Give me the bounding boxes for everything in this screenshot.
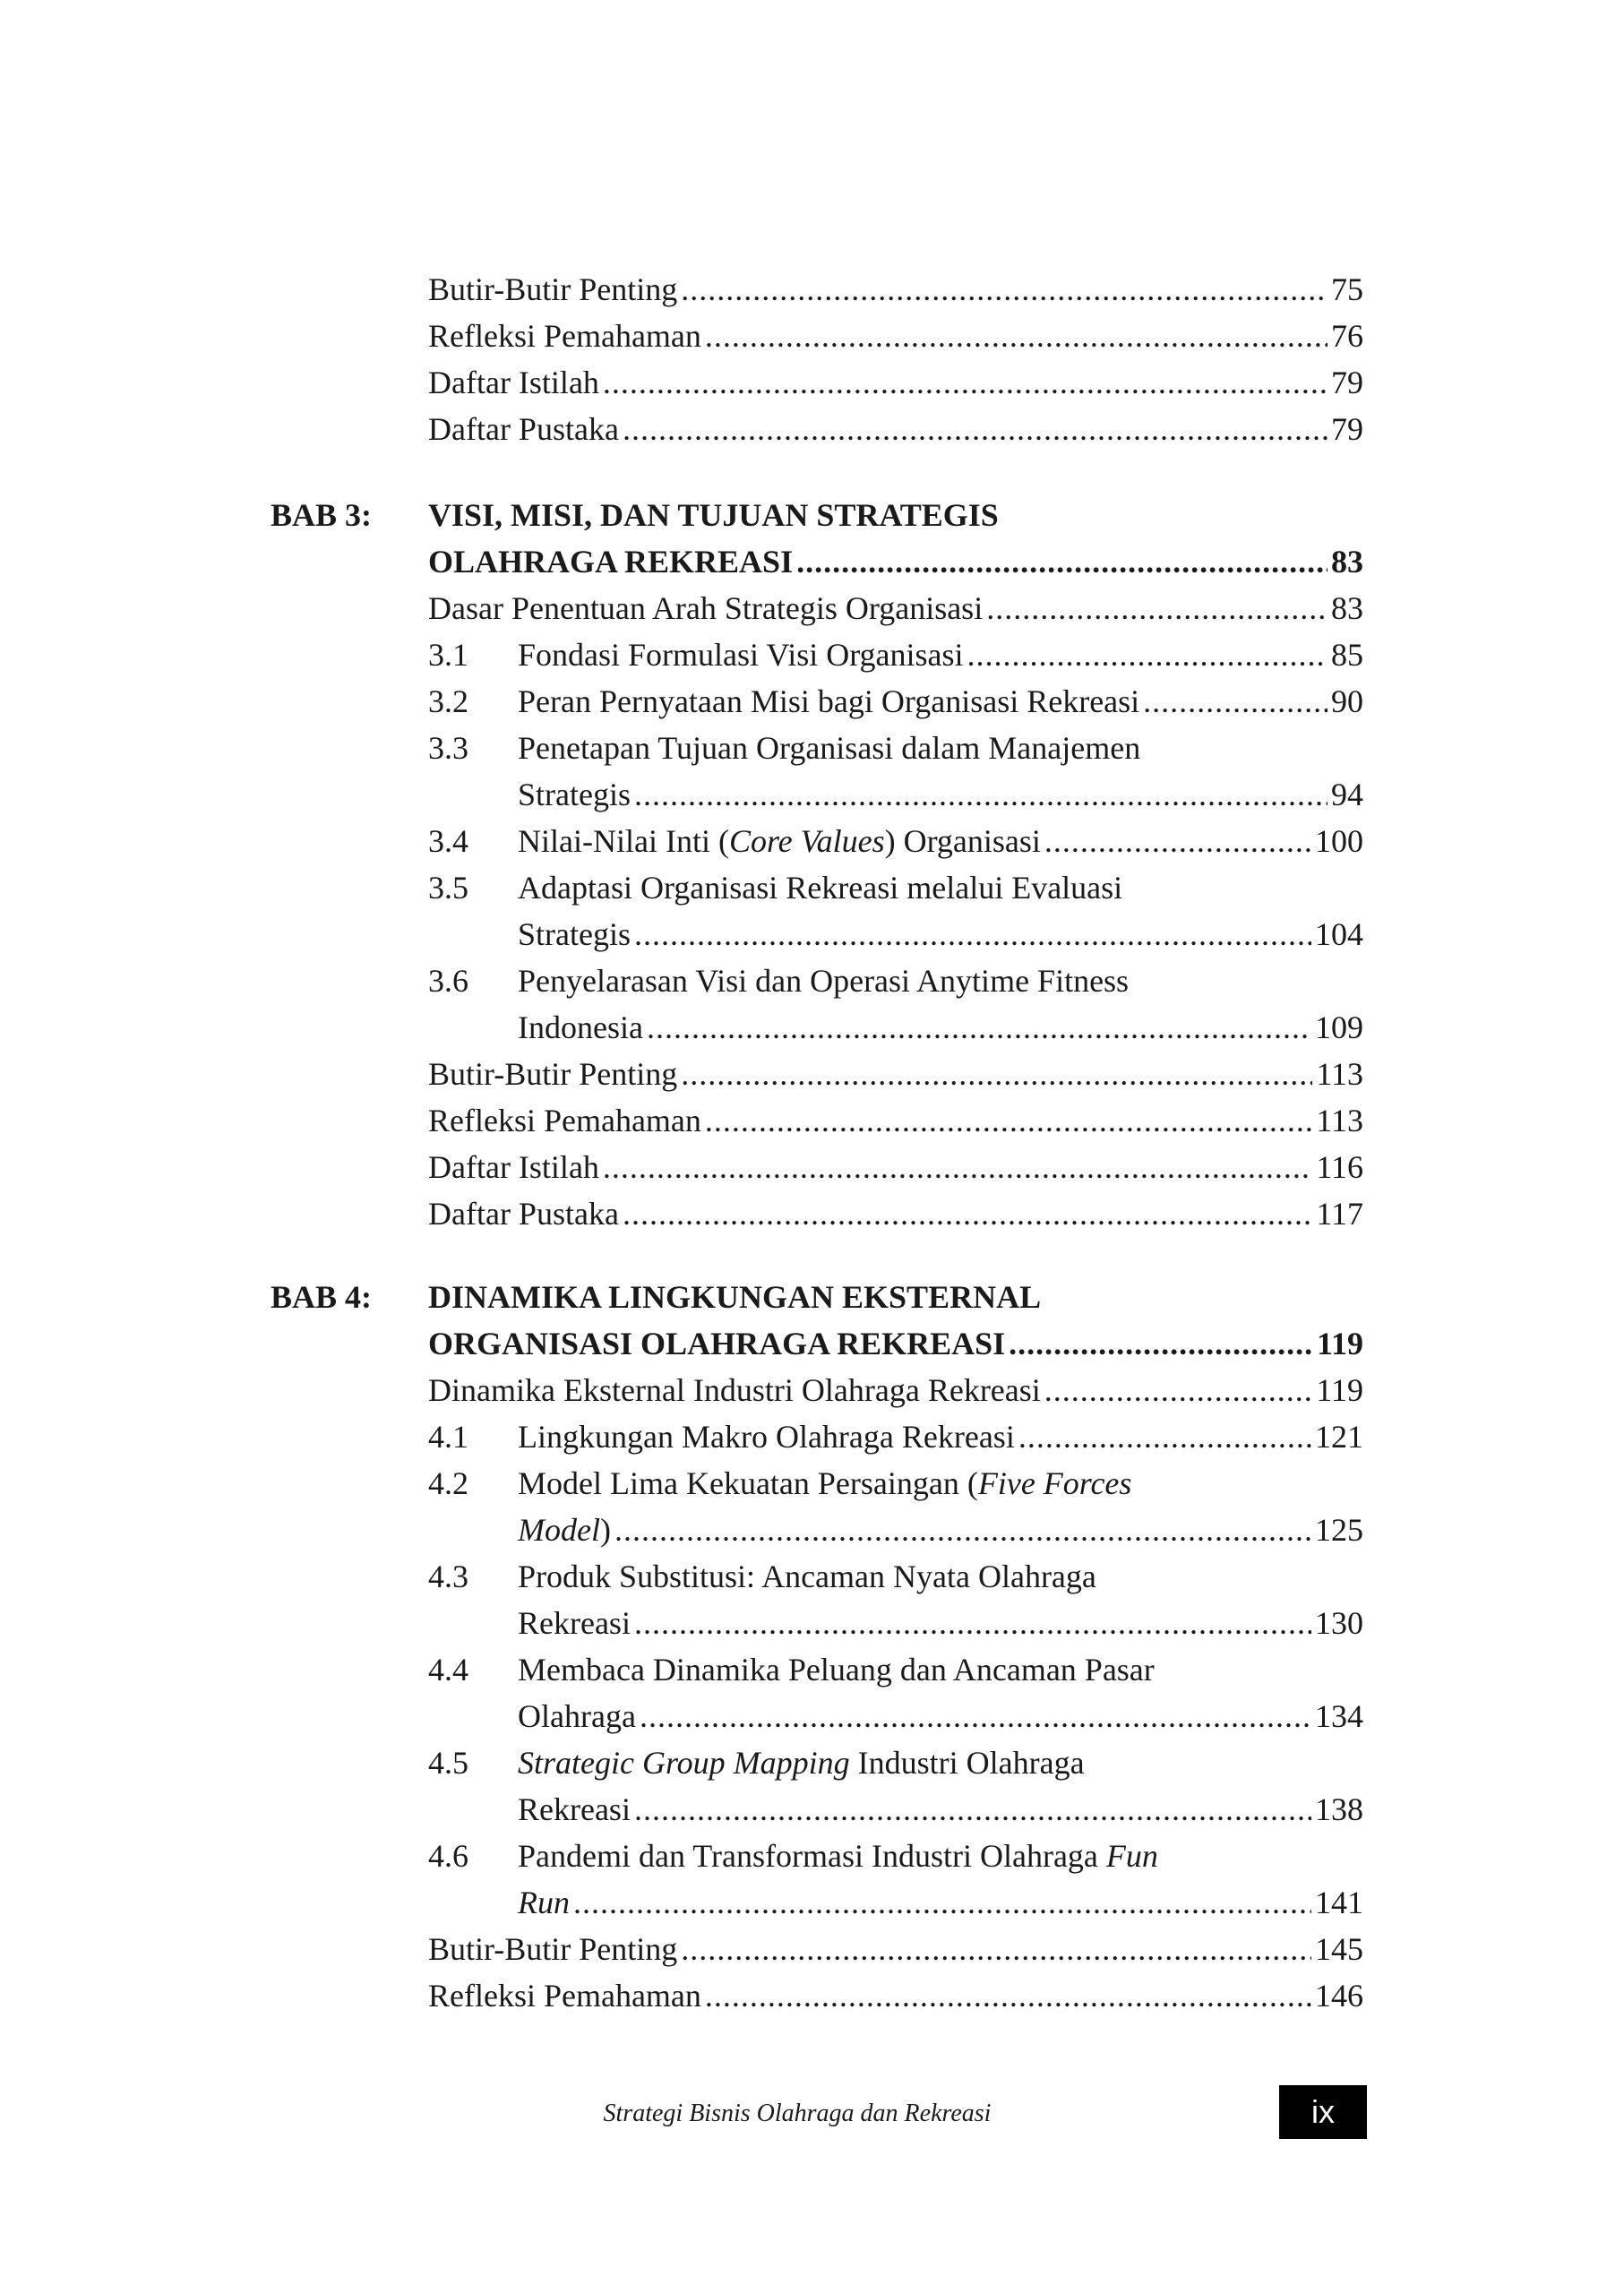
- toc-entry-page: 113: [1316, 1103, 1363, 1138]
- leader-dots: [796, 538, 1328, 585]
- section-title-part: ) Organisasi: [884, 823, 1041, 859]
- section-page: 109: [1315, 1009, 1363, 1045]
- toc-entry-page: 145: [1315, 1931, 1363, 1967]
- section-title-line1: Penetapan Tujuan Organisasi dalam Manajemen: [518, 730, 1141, 766]
- section-title-line2: Olahraga: [518, 1698, 636, 1734]
- chapter-label: BAB 3:: [271, 497, 373, 533]
- section-title-line2: [518, 1879, 570, 1926]
- section-number: 4.6: [428, 1838, 468, 1874]
- toc-entry-daftar-pustaka[interactable]: [0, 406, 1624, 452]
- chapter-label: BAB 4:: [271, 1279, 373, 1315]
- toc-section-3-3-line2[interactable]: [0, 771, 1624, 818]
- toc-section-4-4-line2[interactable]: [0, 1693, 1624, 1739]
- leader-dots: [647, 1004, 1311, 1051]
- leader-dots: [1044, 1367, 1313, 1413]
- leader-dots: [603, 1144, 1312, 1190]
- chapter-page: 119: [1316, 1326, 1363, 1361]
- toc-entry-page: 117: [1316, 1196, 1363, 1232]
- toc-entry-page: 119: [1316, 1372, 1363, 1408]
- section-number: 3.3: [428, 730, 468, 766]
- section-title-part: Nilai-Nilai Inti (: [518, 823, 729, 859]
- toc-entry-title: Butir-Butir Penting: [428, 1056, 678, 1092]
- leader-dots: [681, 1051, 1312, 1097]
- toc-entry-intro[interactable]: [0, 585, 1624, 631]
- toc-section-4-4[interactable]: [0, 1646, 1624, 1693]
- section-number: 3.1: [428, 637, 468, 673]
- leader-dots: [640, 1693, 1311, 1739]
- chapter-title-line2: OLAHRAGA REKREASI: [428, 544, 794, 580]
- toc-entry-page: 116: [1316, 1149, 1363, 1185]
- leader-dots: [1018, 1413, 1311, 1460]
- section-title-italic: Model: [518, 1512, 600, 1548]
- section-title-italic: Five Forces: [977, 1465, 1132, 1501]
- page-number-badge: ix: [1279, 2085, 1367, 2139]
- chapter-heading-bab3[interactable]: [0, 492, 1624, 538]
- toc-entry-refleksi-pemahaman[interactable]: [0, 313, 1624, 359]
- leader-dots: [1143, 678, 1328, 725]
- toc-entry-page: 79: [1331, 411, 1363, 447]
- section-title: [518, 818, 1041, 864]
- toc-section-3-5-line2[interactable]: [0, 911, 1624, 958]
- toc-entry-butir-butir-penting[interactable]: [0, 1926, 1624, 1972]
- toc-section-4-5-line2[interactable]: [0, 1786, 1624, 1833]
- section-number: 4.5: [428, 1745, 468, 1781]
- section-title-line1: [518, 1460, 1363, 1507]
- section-page: 141: [1315, 1885, 1363, 1920]
- toc-entry-title: Daftar Pustaka: [428, 1196, 619, 1232]
- section-title-line1: Membaca Dinamika Peluang dan Ancaman Pasar: [518, 1652, 1155, 1688]
- section-title-line2: Rekreasi: [518, 1605, 631, 1641]
- section-page: 94: [1331, 777, 1363, 812]
- section-number: 3.6: [428, 963, 468, 999]
- section-title-line1: Adaptasi Organisasi Rekreasi melalui Evaluasi: [518, 870, 1123, 906]
- toc-entry-title: Refleksi Pemahaman: [428, 1978, 701, 2014]
- leader-dots: [634, 911, 1311, 958]
- toc-section-3-6-line2[interactable]: [0, 1004, 1624, 1051]
- chapter-heading-bab4[interactable]: [0, 1274, 1624, 1320]
- leader-dots: [967, 631, 1328, 678]
- toc-entry-daftar-pustaka[interactable]: [0, 1190, 1624, 1237]
- section-title-line1: [518, 1739, 1363, 1786]
- section-page: 125: [1315, 1512, 1363, 1548]
- section-page: 130: [1315, 1605, 1363, 1641]
- section-title: Fondasi Formulasi Visi Organisasi: [518, 637, 964, 673]
- toc-section-4-2[interactable]: [0, 1460, 1624, 1507]
- leader-dots: [614, 1507, 1311, 1553]
- toc-entry-butir-butir-penting[interactable]: [0, 266, 1624, 313]
- toc-entry-page: 79: [1331, 365, 1363, 400]
- toc-entry-title: Daftar Pustaka: [428, 411, 619, 447]
- chapter-heading-bab3-line2[interactable]: [0, 538, 1624, 585]
- toc-section-4-3[interactable]: [0, 1553, 1624, 1600]
- toc-entry-daftar-istilah[interactable]: [0, 1144, 1624, 1190]
- running-footer-title: Strategi Bisnis Olahraga dan Rekreasi: [603, 2100, 992, 2127]
- chapter-title-line1: VISI, MISI, DAN TUJUAN STRATEGIS: [428, 497, 999, 533]
- section-page: 85: [1331, 637, 1363, 673]
- chapter-heading-bab4-line2[interactable]: [0, 1320, 1624, 1367]
- toc-entry-refleksi-pemahaman[interactable]: [0, 1097, 1624, 1144]
- toc-entry-page: 75: [1331, 271, 1363, 307]
- leader-dots: [603, 359, 1328, 406]
- toc-section-4-2-line2[interactable]: [0, 1507, 1624, 1553]
- toc-entry-butir-butir-penting[interactable]: [0, 1051, 1624, 1097]
- chapter-title-line1: DINAMIKA LINGKUNGAN EKSTERNAL: [428, 1279, 1042, 1315]
- section-page: 138: [1315, 1791, 1363, 1827]
- toc-entry-title: Refleksi Pemahaman: [428, 318, 701, 354]
- leader-dots: [634, 1600, 1311, 1646]
- section-title-line2: [518, 1507, 611, 1553]
- toc-section-3-3[interactable]: [0, 725, 1624, 771]
- toc-entry-page: 76: [1331, 318, 1363, 354]
- section-title-part: Pandemi dan Transformasi Industri Olahraga: [518, 1838, 1106, 1874]
- toc-entry-page: 83: [1331, 590, 1363, 626]
- section-title-italic: Run: [518, 1885, 570, 1920]
- section-number: 3.4: [428, 823, 468, 859]
- toc-entry-title: Daftar Istilah: [428, 1149, 599, 1185]
- leader-dots: [1009, 1320, 1313, 1367]
- section-number: 4.4: [428, 1652, 468, 1688]
- section-title-part: ): [599, 1512, 611, 1548]
- toc-entry-title: Butir-Butir Penting: [428, 1931, 678, 1967]
- section-title-line1: [518, 1833, 1363, 1879]
- toc-entry-title: Dasar Penentuan Arah Strategis Organisasi: [428, 590, 984, 626]
- section-number: 4.3: [428, 1559, 468, 1594]
- toc-section-3-2[interactable]: [0, 678, 1624, 725]
- section-number: 3.5: [428, 870, 468, 906]
- toc-section-4-6-line2[interactable]: [0, 1879, 1624, 1926]
- toc-section-3-1[interactable]: [0, 631, 1624, 678]
- section-title-line1: Penyelarasan Visi dan Operasi Anytime Fitness: [518, 963, 1130, 999]
- section-number: 4.2: [428, 1465, 468, 1501]
- section-title-line1: Produk Substitusi: Ancaman Nyata Olahraga: [518, 1559, 1096, 1594]
- section-page: 134: [1315, 1698, 1363, 1734]
- leader-dots: [634, 771, 1328, 818]
- toc-entry-page: 146: [1315, 1978, 1363, 2014]
- toc-entry-title: Butir-Butir Penting: [428, 271, 678, 307]
- chapter-title-line2: ORGANISASI OLAHRAGA REKREASI: [428, 1326, 1006, 1361]
- toc-section-3-6[interactable]: [0, 958, 1624, 1004]
- toc-section-3-4[interactable]: [0, 818, 1624, 864]
- section-title-line2: Strategis: [518, 916, 631, 952]
- section-title: Lingkungan Makro Olahraga Rekreasi: [518, 1419, 1015, 1455]
- leader-dots: [681, 1926, 1311, 1972]
- toc-entry-intro[interactable]: [0, 1367, 1624, 1413]
- leader-dots: [623, 406, 1328, 452]
- leader-dots: [986, 585, 1328, 631]
- section-title-line2: Strategis: [518, 777, 631, 812]
- toc-entry-title: Dinamika Eksternal Industri Olahraga Rekreasi: [428, 1372, 1041, 1408]
- section-title-line2: Indonesia: [518, 1009, 643, 1045]
- section-title-italic: Fun: [1105, 1838, 1158, 1874]
- leader-dots: [634, 1786, 1311, 1833]
- leader-dots: [705, 313, 1328, 359]
- leader-dots: [623, 1190, 1312, 1237]
- leader-dots: [681, 266, 1328, 313]
- section-title-part: Industri Olahraga: [849, 1745, 1085, 1781]
- section-title-part: Model Lima Kekuatan Persaingan (: [518, 1465, 978, 1501]
- section-title-italic: Core Values: [728, 823, 885, 859]
- chapter-page: 83: [1331, 544, 1363, 580]
- toc-entry-page: 113: [1316, 1056, 1363, 1092]
- toc-section-4-3-line2[interactable]: [0, 1600, 1624, 1646]
- section-page: 104: [1315, 916, 1363, 952]
- leader-dots: [705, 1972, 1311, 2019]
- leader-dots: [1044, 818, 1311, 864]
- section-title-italic: Strategic Group Mapping: [518, 1745, 850, 1781]
- section-number: 3.2: [428, 683, 468, 719]
- toc-entry-title: Daftar Istilah: [428, 365, 599, 400]
- toc-section-4-1[interactable]: [0, 1413, 1624, 1460]
- section-page: 100: [1315, 823, 1363, 859]
- toc-entry-title: Refleksi Pemahaman: [428, 1103, 701, 1138]
- toc-entry-daftar-istilah[interactable]: [0, 359, 1624, 406]
- toc-entry-refleksi-pemahaman[interactable]: [0, 1972, 1624, 2019]
- toc-section-3-5[interactable]: [0, 864, 1624, 911]
- section-page: 90: [1331, 683, 1363, 719]
- toc-section-4-5[interactable]: [0, 1739, 1624, 1786]
- leader-dots: [705, 1097, 1312, 1144]
- section-number: 4.1: [428, 1419, 468, 1455]
- section-page: 121: [1315, 1419, 1363, 1455]
- leader-dots: [573, 1879, 1311, 1926]
- toc-section-4-6[interactable]: [0, 1833, 1624, 1879]
- section-title-line2: Rekreasi: [518, 1791, 631, 1827]
- section-title: Peran Pernyataan Misi bagi Organisasi Rekreasi: [518, 683, 1140, 719]
